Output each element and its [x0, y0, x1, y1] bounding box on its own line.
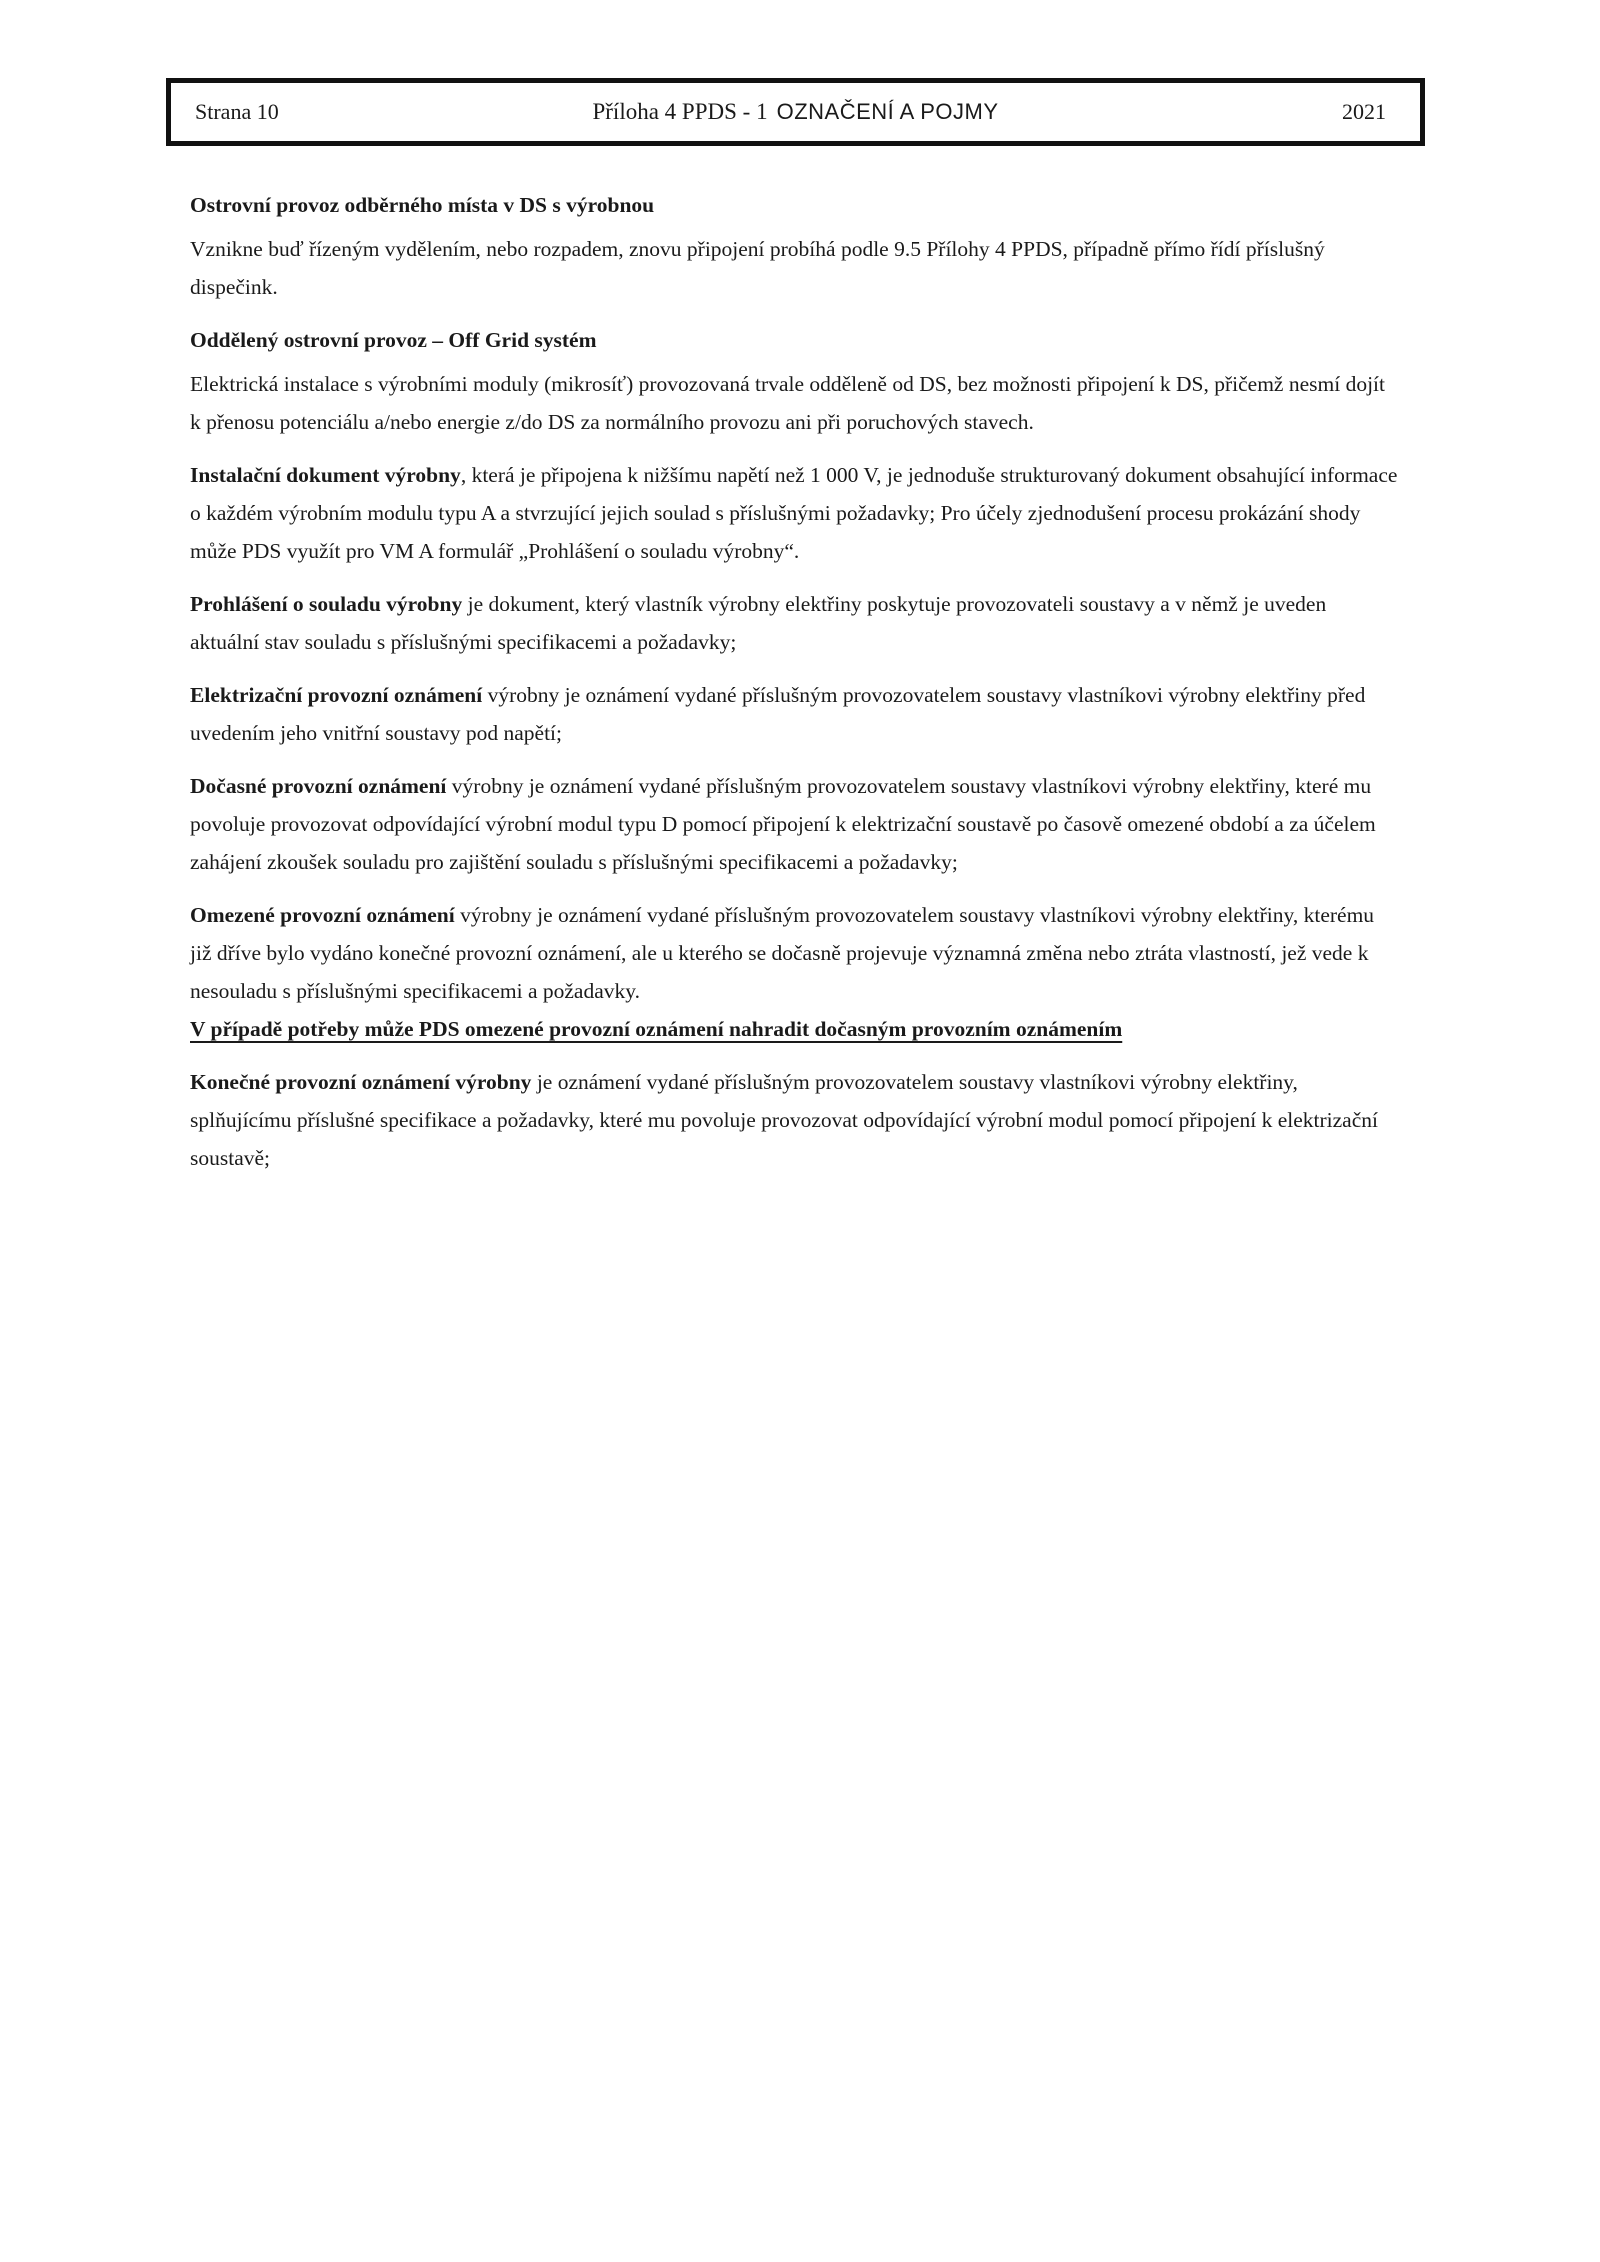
heading-text: Oddělený ostrovní provoz – Off Grid systém	[190, 328, 597, 352]
paragraph-text: , která je připojena k nižšímu napětí než 1 000 V, je jednoduše strukturovaný dokument obsahující informace o každém výrobním modulu typu A a stvrzující jejich soulad s příslušnými požadavky; Pro účely zjednodušení procesu prokázání shody může PDS využít pro VM A formulář „Prohlášení o souladu výrobny“.	[190, 463, 1398, 563]
paragraph-text: Vznikne buď řízeným vydělením, nebo rozpadem, znovu připojení probíhá podle 9.5 Přílohy 4 PPDS, případně přímo řídí příslušný dispečink.	[190, 237, 1325, 299]
paragraph-text: výrobny je oznámení vydané příslušným provozovatelem soustavy vlastníkovi výrobny elektřiny, kterému již dříve bylo vydáno konečné provozní oznámení, ale u kterého se dočasně projevuje významná změna nebo ztráta vlastností, jež vede k nesouladu s příslušnými specifikacemi a požadavky.	[190, 903, 1375, 1003]
paragraph-instalacni-dokument	[190, 456, 1398, 570]
year-label: 2021	[1342, 99, 1386, 124]
term-bold-lead: Prohlášení o souladu výrobny	[190, 592, 463, 616]
term-bold-lead: Konečné provozní oznámení výrobny	[190, 1070, 532, 1094]
paragraph-text: Elektrická instalace s výrobními moduly (mikrosíť) provozovaná trvale odděleně od DS, bez možnosti připojení k DS, přičemž nesmí dojít k přenosu potenciálu a/nebo energie z/do DS za normálního provozu ani při poruchových stavech.	[190, 372, 1385, 434]
document-title	[171, 99, 1420, 125]
paragraph-docasne-provozni-oznameni	[190, 767, 1398, 881]
underlined-note-text: V případě potřeby může PDS omezené provozní oznámení nahradit dočasným provozním oznámením	[190, 1017, 1123, 1041]
paragraph-omezene-provozni-oznameni	[190, 896, 1398, 1010]
paragraph-text: výrobny je oznámení vydané příslušným provozovatelem soustavy vlastníkovi výrobny elektřiny před uvedením jeho vnitřní soustavy pod napětí;	[190, 683, 1366, 745]
paragraph-konecne-provozni-oznameni	[190, 1063, 1398, 1177]
paragraph-text: je dokument, který vlastník výrobny elektřiny poskytuje provozovateli soustavy a v němž je uveden aktuální stav souladu s příslušnými specifikacemi a požadavky;	[190, 592, 1327, 654]
term-bold-lead: Dočasné provozní oznámení	[190, 774, 447, 798]
paragraph-oddeleny-ostrovni-provoz-body	[190, 365, 1398, 441]
document-title-serif-part: Příloha 4 PPDS - 1	[592, 99, 768, 124]
page-header	[166, 78, 1425, 146]
term-bold-lead: Instalační dokument výrobny	[190, 463, 461, 487]
underlined-note-pds	[190, 1010, 1398, 1048]
section-heading-oddeleny-ostrovni-provoz	[190, 321, 1398, 359]
page-number-label: Strana 10	[195, 99, 279, 124]
paragraph-text: je oznámení vydané příslušným provozovatelem soustavy vlastníkovi výrobny elektřiny, splňujícímu příslušné specifikace a požadavky, které mu povoluje provozovat odpovídající výrobní modul pomocí připojení k elektrizační soustavě;	[190, 1070, 1378, 1170]
term-bold-lead: Omezené provozní oznámení	[190, 903, 455, 927]
term-bold-lead: Elektrizační provozní oznámení	[190, 683, 483, 707]
paragraph-elektrizacni-provozni-oznameni	[190, 676, 1398, 752]
paragraph-text: výrobny je oznámení vydané příslušným provozovatelem soustavy vlastníkovi výrobny elektřiny, které mu povoluje provozovat odpovídající výrobní modul typu D pomocí připojení k elektrizační soustavě po časově omezené období a za účelem zahájení zkoušek souladu pro zajištění souladu s příslušnými specifikacemi a požadavky;	[190, 774, 1376, 874]
document-content	[190, 186, 1398, 1192]
paragraph-prohlaseni-o-souladu	[190, 585, 1398, 661]
paragraph-ostrovni-provoz-body	[190, 230, 1398, 306]
document-title-sans-part: OZNAČENÍ A POJMY	[776, 99, 999, 124]
heading-text: Ostrovní provoz odběrného místa v DS s výrobnou	[190, 193, 655, 217]
section-heading-ostrovni-provoz	[190, 186, 1398, 224]
